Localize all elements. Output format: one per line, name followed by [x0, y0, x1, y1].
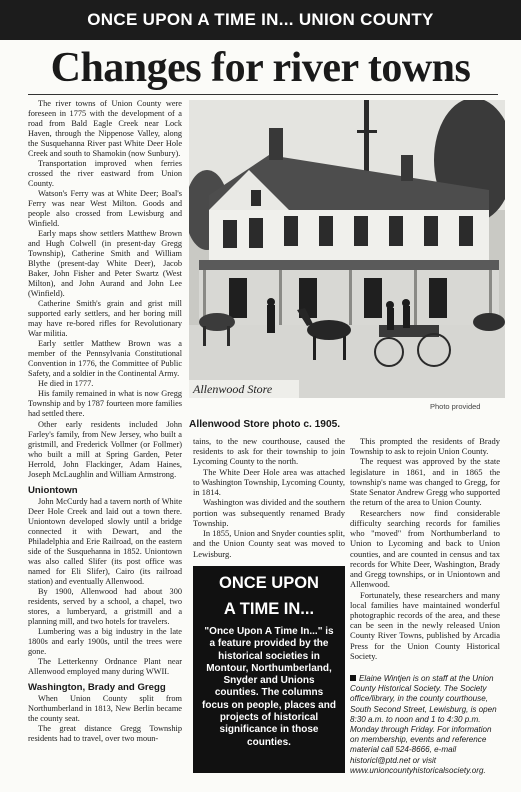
paragraph: By 1900, Allenwood had about 300 residents, served by a school, a chapel, two stores, a lumberyard, a gristmill and a planning mill, and two hotels for travelers. [28, 586, 182, 626]
paragraph: Researchers now find considerable difficulty searching records for families who "moved" from Northumberland to Union to Lycoming and back to Union counties, and are counted in census and tax records for White Deer, Washington, Brady and Gregg townships, or in Uniontown and Allenwood. [350, 507, 500, 590]
paragraph: Early settler Matthew Brown was a member of the Pennsylvania Constitutional Convention in 1776, the Committee of Public Safety, and a soldier in the Continental Army. [28, 339, 182, 379]
paragraph: Early maps show settlers Matthew Brown and Hugh Colwell (in present-day Gregg Township), Catherine Smith and William Blythe (present-day White Deer), Jacob Baker, John Fisher and Peter Swartz (West Milton), and John Aurand and John Lee (Winfield). [28, 229, 182, 299]
article-column-1 [28, 99, 182, 744]
kicker-banner: ONCE UPON A TIME IN... UNION COUNTY [0, 0, 521, 40]
feature-box-title-line1: ONCE UPON [219, 574, 319, 592]
photo-sign-text: Allenwood Store [193, 382, 273, 396]
paragraph: Watson's Ferry was at White Deer; Boal's Ferry was near West Milton. Goods and people also crossed from Lewisburg and Winfield. [28, 189, 182, 229]
headline: Changes for river towns [50, 45, 471, 91]
headline-rule [28, 94, 498, 95]
subheading-washington-brady-gregg: Washington, Brady and Gregg [28, 681, 166, 693]
paragraph: The Letterkenny Ordnance Plant near Allenwood employed many during WWII. [28, 656, 182, 676]
paragraph: When Union County split from Northumberland in 1813, New Berlin became the county seat. [28, 693, 182, 723]
paragraph: The White Deer Hole area was attached to Washington Township, Lycoming County, in 1814. [193, 466, 345, 498]
paragraph: Lumbering was a big industry in the late 1800s and early 1900s, until the trees were gone. [28, 626, 182, 656]
paragraph: He died in 1777. [38, 379, 94, 389]
paragraph: Catherine Smith's grain and grist mill supported early settlers, and her boring mill may have re-bored rifles for Revolutionary War militia. [28, 299, 182, 339]
paragraph: John McCurdy had a tavern north of White Deer Hole Creek and laid out a town there. Uniontown developed slowly until a bridge connected it with Dewart, and the Philadelphia and Erie Railroad, on the eastern side of the Susquehanna in 1852. Uniontown was also called Slifer (its post office was named for Eli Slifer), Cairo (its railroad station) and eventually Allenwood. [28, 496, 182, 586]
paragraph: tains, to the new courthouse, caused the residents to ask for their township to join Lycoming County to the north. [193, 436, 345, 467]
paragraph: This prompted the residents of Brady Township to ask to rejoin Union County. [350, 436, 500, 457]
bullet-square-icon [350, 675, 356, 681]
paragraph: His family remained in what is now Gregg Township and by 1787 fourteen more families had settled there. [28, 389, 182, 419]
photo-caption: Allenwood Store photo c. 1905. [189, 419, 341, 430]
author-footnote [350, 674, 500, 776]
footnote-text: Elaine Wintjen is on staff at the Union County Historical Society. The Society office/library, in the county courthouse, South Second Street, Lewisburg, is open 8:30 a.m. to noon and 1 to 4:30 p.m. Monday through Friday. For information on membership, events and reference material call 524-8666, e-mail historicl@ptd.net or visit www.unioncountyhistoricalsociety.org. [350, 674, 497, 775]
paragraph: The great distance Gregg Township residents had to travel, over two moun- [28, 723, 182, 743]
paragraph: Fortunately, these researchers and many local families have maintained wonderful photographic records of the area, and these can be seen in the newly released Union County River Towns, published by Arcadia Press for the Union County Historical Society. [350, 589, 500, 661]
paragraph: In 1855, Union and Snyder counties split, and the Union County seat was moved to Lewisburg. [193, 528, 345, 559]
subheading-uniontown: Uniontown [28, 484, 78, 496]
feature-box-title-line2: A TIME IN... [223, 600, 315, 618]
paragraph: Transportation improved when ferries crossed the river eastward from Union County. [28, 159, 182, 189]
paragraph: The river towns of Union County were foreseen in 1775 with the development of a road from Bald Eagle Creek near Lock Haven, through the Nippenose Valley, along the Susquehanna River past White Deer Hole Creek and south to Shamokin (now Sunbury). [28, 99, 182, 159]
feature-box-body: "Once Upon A Time In..." is a feature provided by the historical societies in Montour, Northumberland, Snyder and Unions counties. The columns focus on people, places and projects of historical significance in those counties. [202, 626, 336, 748]
paragraph: Other early residents included John Farley's family, from New Jersey, who built a gristmill, and Frederick Vollmer (or Follmer) who built a mill at Spring Garden, Peter Herrold, John Flackinger, Adam Haines, Joseph McLaughlin and William Armstrong. [28, 419, 182, 479]
feature-info-box [193, 566, 345, 773]
article-column-3 [350, 436, 500, 661]
allenwood-store-photo [189, 100, 505, 398]
article-column-2 [193, 436, 345, 559]
paragraph: The request was approved by the state legislature in 1861, and in 1865 the township's name was changed to Gregg, for State Senator Andrew Gregg who supported the return of the area to Union County. [350, 456, 500, 508]
paragraph: Washington was divided and the southern portion was subsequently renamed Brady Township. [193, 497, 345, 528]
photo-credit: Photo provided [430, 402, 481, 411]
photo-illustration [189, 100, 505, 398]
